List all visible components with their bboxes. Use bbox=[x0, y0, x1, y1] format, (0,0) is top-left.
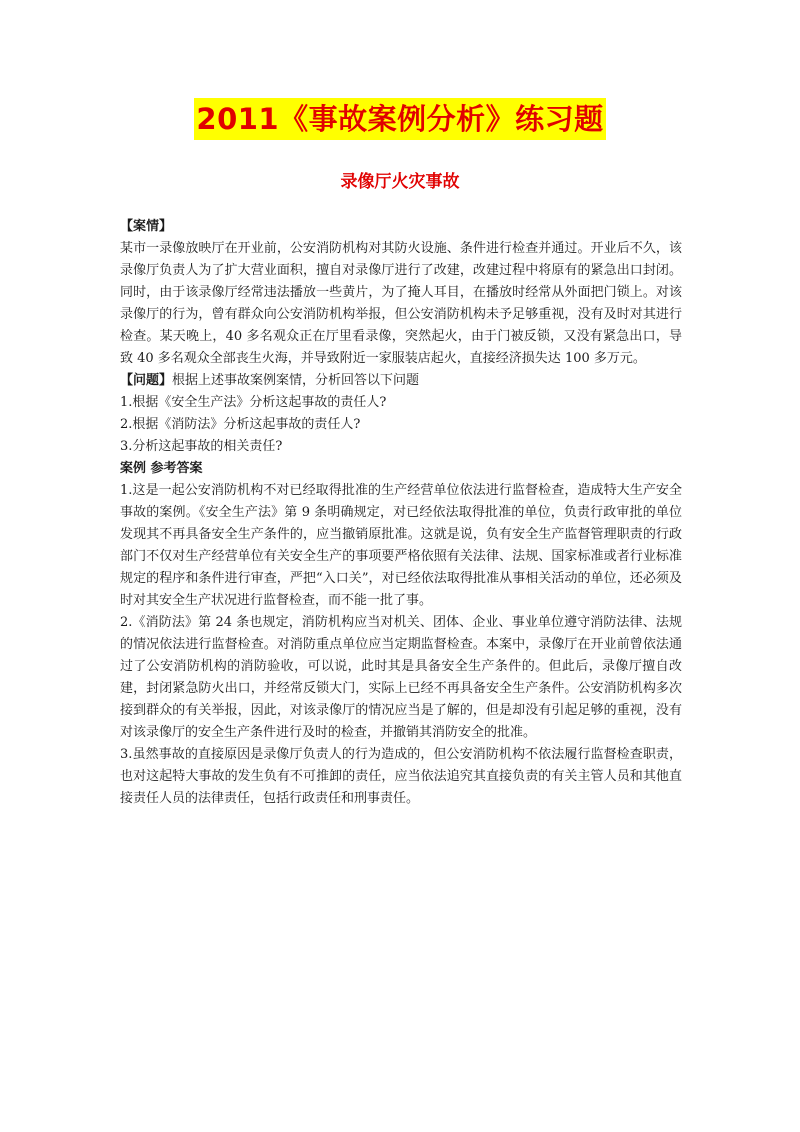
document-subtitle: 录像厅火灾事故 bbox=[340, 172, 460, 192]
question-item: 2.根据《消防法》分析这起事故的责任人? bbox=[120, 417, 361, 432]
answer-item: 3.虽然事故的直接原因是录像厅负责人的行为造成的，但公安消防机构不依法履行监督检查职责，也对这起特大事故的发生负有不可推卸的责任，应当依法追究其直接负责的有关主管人员和其他直接责任人员的法律责任，包括行政责任和刑事责任。 bbox=[120, 747, 682, 806]
document-title: 2011《事故案例分析》练习题 bbox=[194, 98, 605, 140]
document-body bbox=[120, 216, 682, 810]
question-intro: 根据上述事故案例案情，分析回答以下问题 bbox=[172, 373, 420, 388]
question-item: 1.根据《安全生产法》分析这起事故的责任人? bbox=[120, 395, 387, 410]
case-text: 某市一录像放映厅在开业前，公安消防机构对其防火设施、条件进行检查并通过。开业后不久，该录像厅负责人为了扩大营业面积，擅自对录像厅进行了改建，改建过程中将原有的紧急出口封闭。同时，由于该录像厅经常违法播放一些黄片，为了掩人耳目，在播放时经常从外面把门锁上。对该录像厅的行为，曾有群众向公安消防机构举报，但公安消防机构未予足够重视，没有及时对其进行检查。某天晚上，40 多名观众正在厅里看录像，突然起火，由于门被反锁，又没有紧急出口，导致 40 多名观众全部丧生火海，并导致附近一家服装店起火，直接经济损失达 100 多万元。 bbox=[120, 241, 682, 366]
answer-item: 2.《消防法》第 24 条也规定，消防机构应当对机关、团体、企业、事业单位遵守消防法律、法规的情况依法进行监督检查。对消防重点单位应当定期监督检查。本案中，录像厅在开业前曾依法通过了公安消防机构的消防验收，可以说，此时其是具备安全生产条件的。但此后，录像厅擅自改建，封闭紧急防火出口，并经常反锁大门，实际上已经不再具备安全生产条件。公安消防机构多次接到群众的有关举报，因此，对该录像厅的情况应当是了解的，但是却没有引起足够的重视，没有对该录像厅的安全生产条件进行及时的检查，并撤销其消防安全的批准。 bbox=[120, 615, 682, 740]
question-item: 3.分析这起事故的相关责任? bbox=[120, 439, 283, 454]
question-label: 【问题】 bbox=[120, 373, 173, 388]
answer-item: 1.这是一起公安消防机构不对已经取得批准的生产经营单位依法进行监督检查，造成特大生产安全事故的案例。《安全生产法》第 9 条明确规定，对已经依法取得批准的单位，负责行政审批的单位发现其不再具备安全生产条件的，应当撤销原批准。这就是说，负有安全生产监督管理职责的行政部门不仅对生产经营单位有关安全生产的事项要严格依照有关法律、法规、国家标准或者行业标准规定的程序和条件进行审查，严把“入口关”，对已经依法取得批准从事相关活动的单位，还必须及时对其安全生产状况进行监督检查，而不能一批了事。 bbox=[120, 483, 682, 608]
answer-heading: 案例 参考答案 bbox=[120, 461, 203, 476]
title-wrapper bbox=[0, 98, 800, 140]
case-label: 【案情】 bbox=[120, 219, 173, 234]
question-line bbox=[120, 370, 682, 392]
